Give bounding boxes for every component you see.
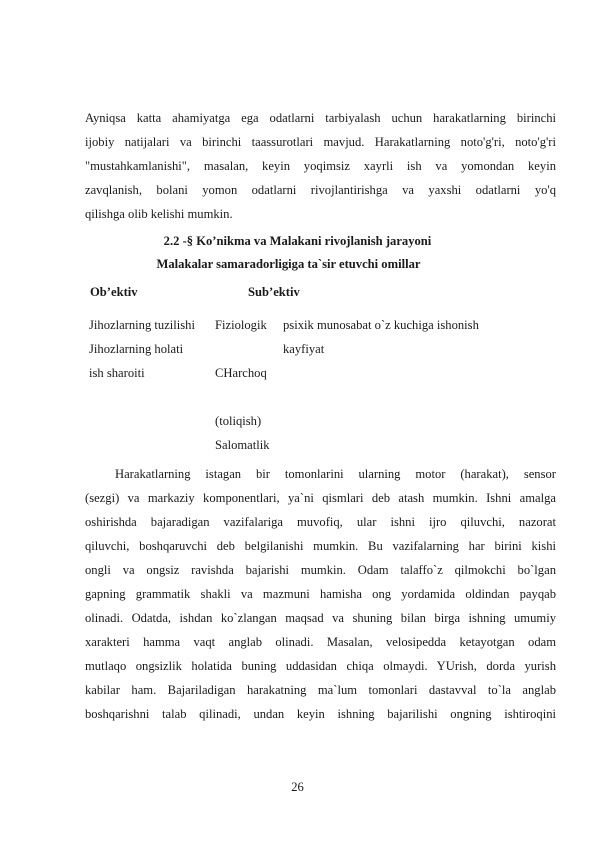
text-line: Harakatlarning istagan bir tomonlarini ularning motor (harakat), sensor [115,467,556,481]
section-title: 2.2 -§ Ko’nikma va Malakani rivojlanish jarayoni [163,234,432,248]
subjective-header: Sub’ektiv [248,285,300,299]
text-line: olinadi. Odatda, ishdan ko`zlangan maqsad va shuning bilan birga ishning umumiy [85,611,556,625]
text-line: Ayniqsa katta ahamiyatga ega odatlarni tarbiyalash uchun harakatlarning birinchi [85,111,556,125]
text-line: kabilar ham. Bajariladigan harakatning ma`lum tomonlari dastavval to`la anglab [85,683,556,697]
subjective-item: Fiziologik [215,318,267,332]
text-line: gapning grammatik shakli va mazmuni hamisha ong yordamida oldindan payqab [85,587,556,601]
subjective-item: kayfiyat [283,342,325,356]
subjective-item: psixik munosabat o`z kuchiga ishonish [283,318,479,332]
objective-item: Jihozlarning tuzilishi [89,318,195,332]
section-subtitle: Malakalar samaradorligiga ta`sir etuvchi omillar [156,257,421,271]
intro-paragraph [85,106,556,226]
body-paragraph [85,462,556,726]
page-number: 26 [291,780,304,794]
subjective-item: CHarchoq [215,366,267,380]
subjective-item: Salomatlik [215,438,270,452]
text-line: (sezgi) va markaziy komponentlari, ya`ni qismlari deb atash mumkin. Ishni amalga [85,491,556,505]
text-line: oshirishda bajaradigan vazifalariga muvofiq, ular ishni ijro qiluvchi, nazorat [85,515,556,529]
text-line: ijobiy natijalari va birinchi taassurotlari mavjud. Harakatlarning noto'g'ri, noto'g'ri [85,135,556,149]
text-line: ongli va ongsiz ravishda bajarishi mumkin. Odam talaffo`z qilmokchi bo`lgan [85,563,556,577]
text-line: zavqlanish, bolani yomon odatlarni rivojlantirishga va yaxshi odatlarni yo'q [85,183,556,197]
text-line: "mustahkamlanishi", masalan, keyin yoqimsiz xayrli ish va yomondan keyin [85,159,556,173]
subjective-item: (toliqish) [215,414,262,428]
objective-header: Ob’ektiv [90,285,138,299]
text-line: boshqarishni talab qilinadi, undan keyin ishning bajarilishi ongning ishtiroqini [85,707,556,721]
text-line: mutlaqo ongsizlik holatida buning uddasidan chiqa olmaydi. YUrish, dorda yurish [85,659,556,673]
objective-item: Jihozlarning holati [89,342,184,356]
text-line: qilishga olib kelishi mumkin. [85,207,233,221]
text-line: qiluvchi, boshqaruvchi deb belgilanishi mumkin. Bu vazifalarning har birini kishi [85,539,556,553]
objective-item: ish sharoiti [89,366,145,380]
text-line: xarakteri hamma vaqt anglab olinadi. Masalan, velosipedda ketayotgan odam [85,635,556,649]
